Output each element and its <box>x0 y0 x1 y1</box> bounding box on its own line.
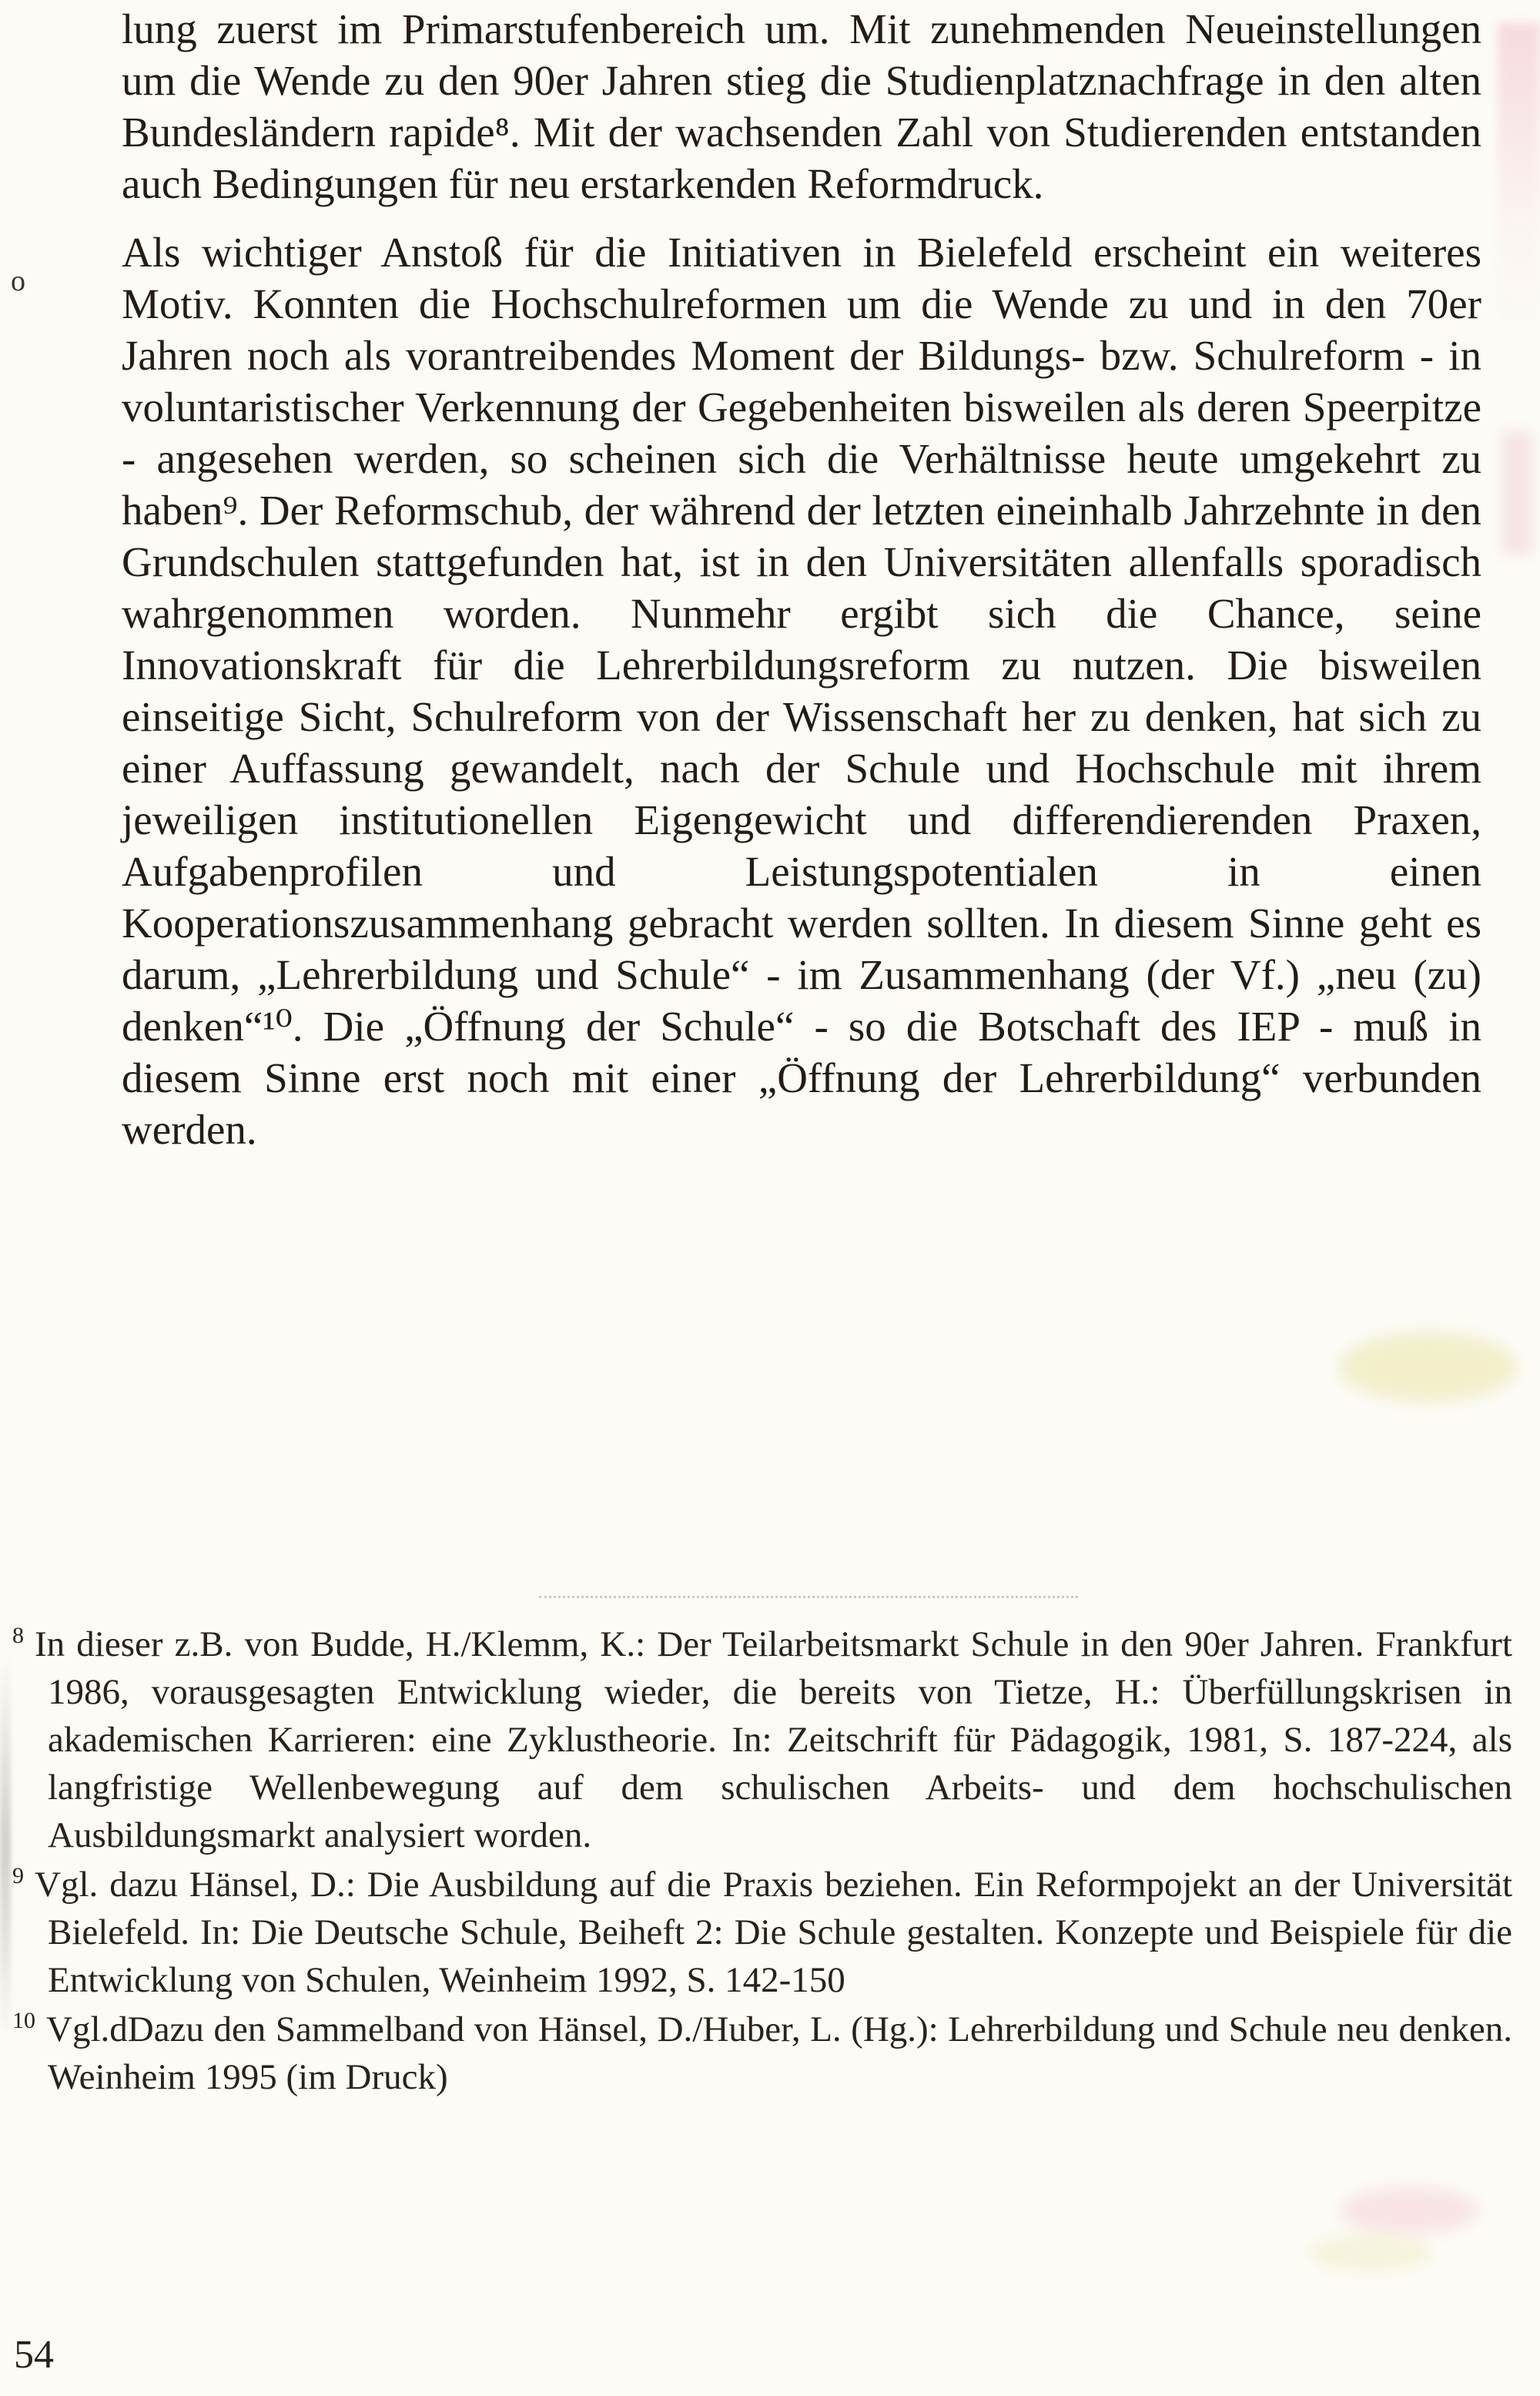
footnote-9 <box>12 1861 1512 2004</box>
footnote-8 <box>12 1620 1512 1859</box>
footnote-text: In dieser z.B. von Budde, H./Klemm, K.: Der Teilarbeitsmarkt Schule in den 90er Jahren. Frankfurt 1986, vorausgesagten Entwicklung wieder, die bereits von Tietze, H.: Überfüllungskrisen in akademischen Karrieren: eine Zyklustheorie. In: Zeitschrift für Pädagogik, 1981, S. 187-224, als langfristige Wellenbewegung auf dem schulischen Arbeits- und dem hochschulischen Ausbildungsmarkt analysiert worden. <box>35 1624 1512 1855</box>
scan-artifact <box>1502 431 1532 555</box>
footnote-marker: 9 <box>12 1863 24 1889</box>
footnote-10 <box>12 2006 1512 2101</box>
paragraph-2: Als wichtiger Anstoß für die Initiativen in Bielefeld erscheint ein weiteres Motiv. Konnten die Hochschulreformen um die Wende zu und in den 70er Jahren noch als vorantreibendes Moment der Bildungs- bzw. Schulreform - in voluntaristischer Verkennung der Gegebenheiten bisweilen als deren Speerpitze - angesehen werden, so scheinen sich die Verhältnisse heute umgekehrt zu haben⁹. Der Reformschub, der während der letzten eineinhalb Jahrzehnte in den Grundschulen stattgefunden hat, ist in den Universitäten allenfalls sporadisch wahrgenommen worden. Nunmehr ergibt sich die Chance, seine Innovationskraft für die Lehrerbildungsreform zu nutzen. Die bisweilen einseitige Sicht, Schulreform von der Wissenschaft her zu denken, hat sich zu einer Auffassung gewandelt, nach der Schule und Hochschule mit ihrem jeweiligen institutionellen Eigengewicht und differendierenden Praxen, Aufgabenprofilen und Leistungspotentialen in einen Kooperationszusammenhang gebracht werden sollten. In diesem Sinne geht es darum, „Lehrerbildung und Schule“ - im Zusammenhang (der Vf.) „neu (zu) denken“¹⁰. Die „Öffnung der Schule“ - so die Botschaft des IEP - muß in diesem Sinne erst noch mit einer „Öffnung der Lehrerbildung“ verbunden werden. <box>122 229 1481 1153</box>
scan-artifact <box>1309 2233 1432 2272</box>
footnote-marker: 10 <box>12 2008 35 2034</box>
footnote-text: Vgl.dDazu den Sammelband von Hänsel, D./Huber, L. (Hg.): Lehrerbildung und Schule neu denken. Weinheim 1995 (im Druck) <box>46 2009 1512 2097</box>
page-number: 54 <box>14 2333 54 2377</box>
footnote-text: Vgl. dazu Hänsel, D.: Die Ausbildung auf die Praxis beziehen. Ein Reformpojekt an der Universität Bielefeld. In: Die Deutsche Schule, Beiheft 2: Die Schule gestalten. Konzepte und Beispiele für die Entwicklung von Schulen, Weinheim 1992, S. 142-150 <box>35 1865 1512 2000</box>
scan-artifact <box>1340 2187 1478 2233</box>
scan-artifact <box>1498 23 1540 347</box>
footnote-marker: 8 <box>12 1623 24 1649</box>
body-text <box>122 3 1481 1155</box>
footnotes-section <box>12 1620 1512 2103</box>
paragraph-1: lung zuerst im Primarstufenbereich um. Mit zunehmenden Neueinstellungen um die Wende zu den 90er Jahren stieg die Studienplatznachfrage in den alten Bundesländern rapide⁸. Mit der wachsenden Zahl von Studierenden entstanden auch Bedingungen für neu erstarkenden Reformdruck. <box>122 5 1481 207</box>
footnote-separator <box>539 1596 1078 1598</box>
margin-list-marker: o <box>11 265 25 297</box>
scan-artifact <box>0 1656 11 2041</box>
scan-artifact <box>1340 1332 1517 1402</box>
